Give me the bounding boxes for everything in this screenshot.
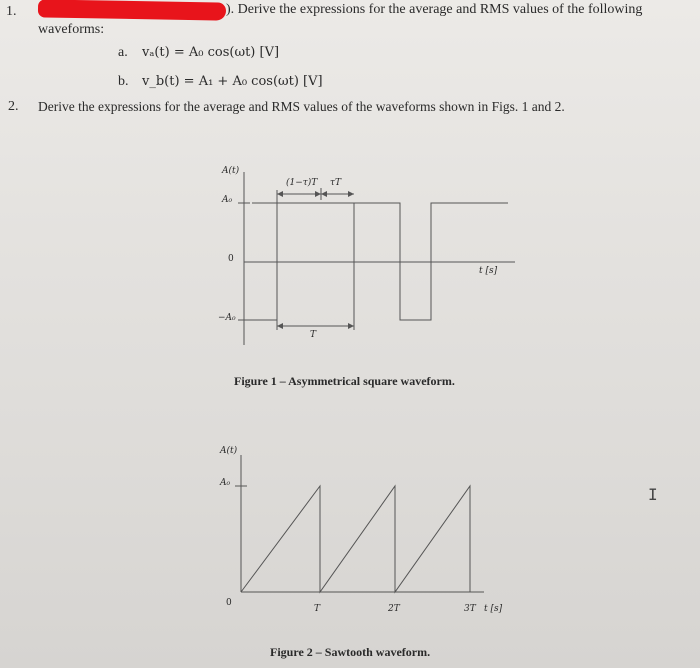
text-cursor-icon: I	[648, 485, 658, 504]
q1-item-a-expr: vₐ(t) = A₀ cos(ωt) [V]	[142, 45, 280, 60]
q1-number: 1.	[6, 4, 17, 19]
fig1-tick-pos-label: A₀	[222, 195, 233, 205]
fig1-x-axis-label: t [s]	[479, 266, 498, 276]
fig1-y-axis-label: A(t)	[222, 166, 240, 176]
fig2-tick-zero-label: 0	[226, 598, 232, 608]
fig1-label-low: τT	[330, 178, 341, 188]
q1-intro: ). Derive the expressions for the average and RMS values of the following	[226, 2, 643, 17]
fig1-tick-zero-label: 0	[228, 254, 234, 264]
q1-item-a-label: a.	[118, 45, 128, 60]
figure-2-sawtooth-wave	[235, 455, 484, 592]
fig1-caption: Figure 1 – Asymmetrical square waveform.	[234, 374, 455, 388]
fig2-x-tick-3t: 3T	[464, 604, 476, 614]
fig2-caption: Figure 2 – Sawtooth waveform.	[270, 645, 431, 659]
fig2-x-tick-t: T	[314, 604, 321, 614]
q2-text: Derive the expressions for the average and RMS values of the waveforms shown in Figs. 1 and 2.	[38, 99, 565, 114]
fig2-x-axis-label: t [s]	[484, 604, 503, 614]
fig1-tick-neg-label: −A₀	[218, 313, 236, 323]
fig2-y-axis-label: A(t)	[220, 446, 238, 456]
fig2-tick-top-label: A₀	[220, 478, 231, 488]
fig2-x-tick-2t: 2T	[388, 604, 400, 614]
fig1-label-high: (1−τ)T	[286, 178, 318, 188]
fig1-label-period: T	[310, 330, 317, 340]
q1-item-b-expr: v_b(t) = A₁ + A₀ cos(ωt) [V]	[142, 74, 323, 89]
q1-item-b-label: b.	[118, 74, 129, 89]
fig2-waveform	[241, 486, 470, 592]
q1-intro-cont: waveforms:	[38, 22, 105, 37]
q2-number: 2.	[8, 99, 19, 114]
